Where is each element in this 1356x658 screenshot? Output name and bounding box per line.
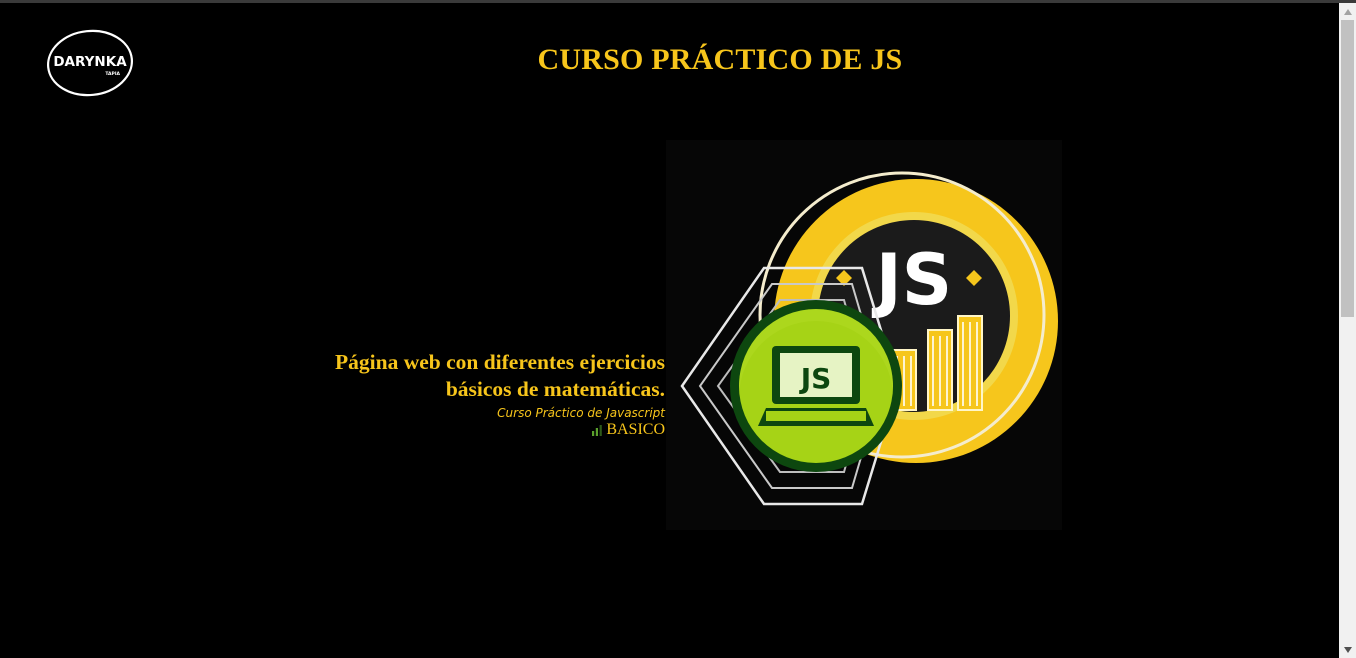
course-level-label: BASICO <box>606 421 665 438</box>
page-title: CURSO PRÁCTICO DE JS <box>537 43 903 76</box>
scrollbar-thumb[interactable] <box>1341 20 1354 317</box>
scroll-up-arrow-icon[interactable] <box>1339 3 1356 20</box>
logo-sub-text: TAPIA <box>105 72 120 77</box>
course-level <box>245 421 665 439</box>
hero-heading <box>245 349 665 403</box>
js-course-illustration <box>666 140 1062 530</box>
course-name: Curso Práctico de Javascript <box>497 406 665 420</box>
vertical-scrollbar[interactable] <box>1339 3 1356 658</box>
big-js-text: JS <box>875 239 953 321</box>
hero-heading-line-2: básicos de matemáticas. <box>445 377 665 401</box>
darynka-logo[interactable] <box>44 25 136 99</box>
hero-text-block <box>245 349 665 439</box>
hero-heading-line-1: Página web con diferentes ejercicios <box>335 350 665 374</box>
laptop-keyboard <box>766 411 866 421</box>
small-js-text: JS <box>800 362 832 395</box>
page-viewport <box>0 3 1339 658</box>
scroll-down-arrow-icon[interactable] <box>1339 641 1356 658</box>
logo-brand-text: DARYNKA <box>53 54 127 70</box>
signal-bars-icon <box>591 424 603 436</box>
